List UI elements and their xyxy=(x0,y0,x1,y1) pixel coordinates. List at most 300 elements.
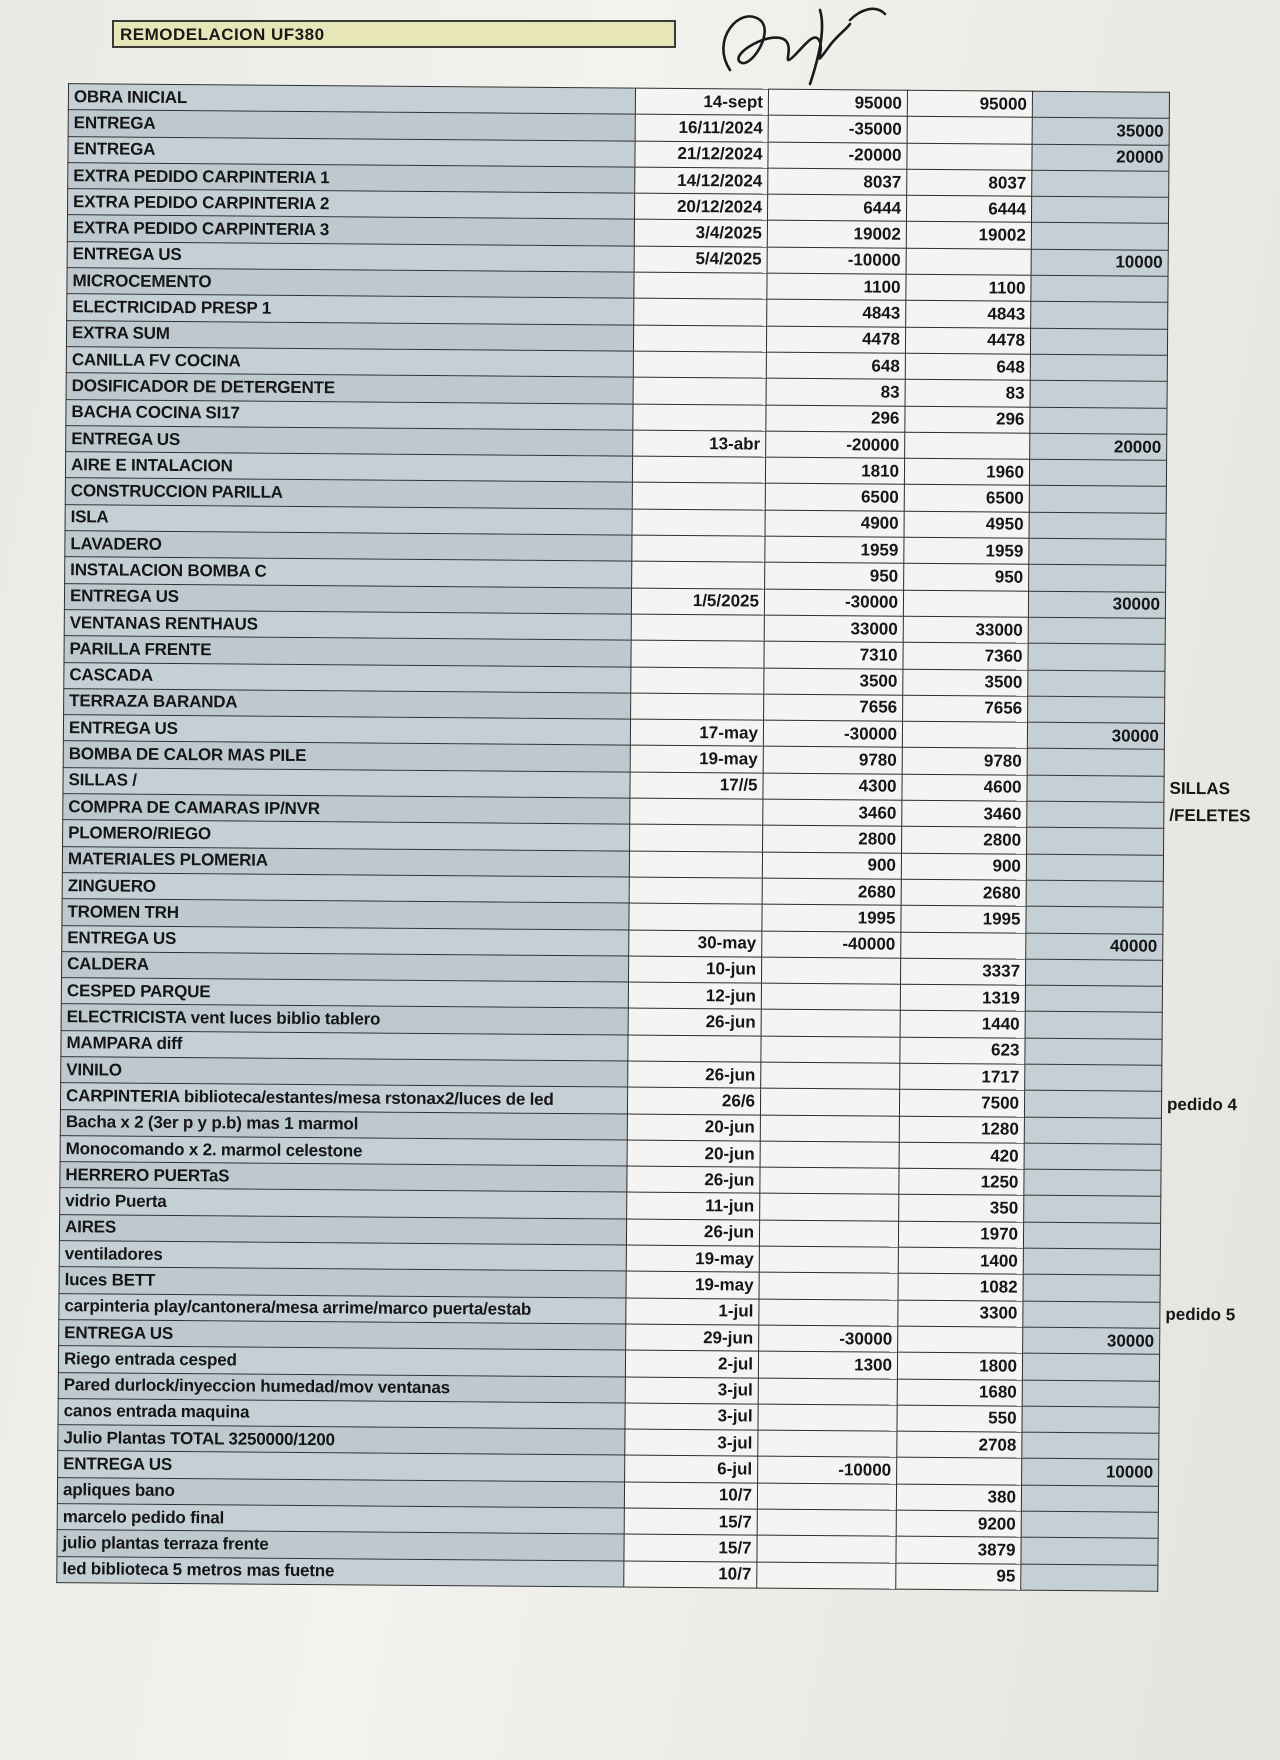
row-payment xyxy=(1030,380,1167,407)
row-cost: 3879 xyxy=(896,1537,1021,1564)
row-date: 16/11/2024 xyxy=(635,114,768,141)
row-date xyxy=(633,325,766,352)
row-date xyxy=(632,483,765,510)
row-date xyxy=(631,640,764,667)
row-cost: 33000 xyxy=(903,616,1028,643)
row-note xyxy=(1163,934,1258,961)
row-concept: vidrio Puerta xyxy=(60,1188,627,1219)
row-note xyxy=(1162,1013,1257,1040)
row-note xyxy=(1160,1276,1255,1303)
row-concept: ENTREGA US xyxy=(64,583,631,614)
row-concept: LAVADERO xyxy=(65,531,632,562)
row-date: 17-may xyxy=(630,719,763,746)
row-amount: 3460 xyxy=(763,799,902,826)
row-cost: 2708 xyxy=(897,1431,1022,1458)
row-payment xyxy=(1031,223,1168,250)
row-concept: AIRES xyxy=(59,1214,626,1245)
row-note xyxy=(1161,1118,1256,1145)
row-amount: 95000 xyxy=(768,89,907,116)
row-date: 20-jun xyxy=(627,1140,760,1167)
row-date xyxy=(634,298,767,325)
row-payment xyxy=(1028,617,1165,644)
row-date: 3/4/2025 xyxy=(634,220,767,247)
row-payment xyxy=(1024,1169,1161,1196)
row-payment xyxy=(1030,407,1167,434)
row-concept: PLOMERO/RIEGO xyxy=(63,820,630,851)
row-concept: marcelo pedido final xyxy=(57,1504,624,1535)
row-note xyxy=(1159,1433,1254,1460)
row-concept: CASCADA xyxy=(64,662,631,693)
row-amount xyxy=(759,1246,898,1273)
row-payment xyxy=(1025,1064,1162,1091)
row-concept: ENTREGA xyxy=(68,110,635,141)
row-concept: EXTRA PEDIDO CARPINTERIA 2 xyxy=(67,189,634,220)
row-payment: 30000 xyxy=(1027,722,1164,749)
row-amount xyxy=(759,1299,898,1326)
row-note xyxy=(1167,408,1262,435)
row-note xyxy=(1166,487,1261,514)
document-title: REMODELACION UF380 xyxy=(112,20,676,48)
row-concept: INSTALACION BOMBA C xyxy=(65,557,632,588)
row-date xyxy=(633,351,766,378)
row-payment xyxy=(1027,775,1164,802)
row-payment xyxy=(1025,1012,1162,1039)
row-concept: BOMBA DE CALOR MAS PILE xyxy=(63,741,630,772)
row-date: 14/12/2024 xyxy=(635,167,768,194)
row-payment xyxy=(1023,1248,1160,1275)
row-cost: 19002 xyxy=(906,222,1031,249)
row-cost: 648 xyxy=(905,353,1030,380)
row-amount: 296 xyxy=(766,405,905,432)
row-note xyxy=(1166,513,1261,540)
row-amount xyxy=(759,1272,898,1299)
row-payment xyxy=(1027,827,1164,854)
row-date: 26/6 xyxy=(627,1087,760,1114)
row-note xyxy=(1162,1065,1257,1092)
row-payment xyxy=(1021,1485,1158,1512)
row-concept: Bacha x 2 (3er p y p.b) mas 1 marmol xyxy=(60,1109,627,1140)
row-date xyxy=(632,456,765,483)
signature-icon xyxy=(700,0,900,90)
row-concept: SILLAS / xyxy=(63,767,630,798)
row-amount: -40000 xyxy=(762,931,901,958)
row-amount: 33000 xyxy=(764,615,903,642)
row-cost: 296 xyxy=(905,406,1030,433)
row-amount xyxy=(760,1115,899,1142)
row-note xyxy=(1166,460,1261,487)
row-amount: 83 xyxy=(766,378,905,405)
row-concept: EXTRA PEDIDO CARPINTERIA 1 xyxy=(68,163,635,194)
row-date: 26-jun xyxy=(626,1219,759,1246)
row-concept: Monocomando x 2. marmol celestone xyxy=(60,1135,627,1166)
row-cost: 3300 xyxy=(898,1300,1023,1327)
row-cost xyxy=(907,117,1032,144)
row-amount: 950 xyxy=(765,562,904,589)
row-amount: 4300 xyxy=(763,773,902,800)
row-amount xyxy=(761,1062,900,1089)
row-note xyxy=(1159,1381,1254,1408)
row-cost: 7360 xyxy=(903,642,1028,669)
row-amount: 2680 xyxy=(762,878,901,905)
row-note xyxy=(1163,855,1258,882)
row-concept: DOSIFICADOR DE DETERGENTE xyxy=(66,373,633,404)
row-note xyxy=(1167,355,1262,382)
row-amount: 900 xyxy=(762,852,901,879)
row-note xyxy=(1160,1328,1255,1355)
row-amount xyxy=(757,1535,896,1562)
row-payment xyxy=(1023,1301,1160,1328)
row-amount: 3500 xyxy=(764,668,903,695)
row-date: 3-jul xyxy=(625,1403,758,1430)
row-cost: 380 xyxy=(896,1484,1021,1511)
row-date: 21/12/2024 xyxy=(635,141,768,168)
row-payment xyxy=(1028,696,1165,723)
row-concept: ENTREGA xyxy=(68,136,635,167)
row-amount xyxy=(757,1562,896,1589)
row-amount: -20000 xyxy=(768,142,907,169)
row-concept: EXTRA PEDIDO CARPINTERIA 3 xyxy=(67,215,634,246)
row-amount: 4843 xyxy=(767,299,906,326)
row-cost: 1280 xyxy=(899,1116,1024,1143)
row-concept: TROMEN TRH xyxy=(62,899,629,930)
row-amount xyxy=(760,1194,899,1221)
row-concept: ENTREGA US xyxy=(63,715,630,746)
row-cost: 1680 xyxy=(897,1379,1022,1406)
row-amount xyxy=(758,1404,897,1431)
row-amount: 1300 xyxy=(758,1351,897,1378)
row-concept: BACHA COCINA SI17 xyxy=(66,399,633,430)
row-amount: 1959 xyxy=(765,536,904,563)
row-date xyxy=(632,509,765,536)
row-date: 1-jul xyxy=(626,1298,759,1325)
row-payment xyxy=(1026,906,1163,933)
row-payment xyxy=(1025,1038,1162,1065)
row-cost: 83 xyxy=(905,379,1030,406)
row-payment xyxy=(1027,749,1164,776)
row-date: 3-jul xyxy=(625,1429,758,1456)
row-date xyxy=(628,1035,761,1062)
row-note xyxy=(1169,171,1264,198)
row-amount: 4900 xyxy=(765,510,904,537)
row-concept: EXTRA SUM xyxy=(66,320,633,351)
row-note xyxy=(1164,723,1259,750)
row-cost xyxy=(901,932,1026,959)
row-note xyxy=(1158,1565,1253,1592)
row-payment: 10000 xyxy=(1022,1459,1159,1486)
row-note xyxy=(1161,1197,1256,1224)
row-note xyxy=(1158,1539,1253,1566)
row-note xyxy=(1168,250,1263,277)
row-payment xyxy=(1024,1143,1161,1170)
expense-sheet xyxy=(56,83,1251,1592)
row-amount xyxy=(761,1009,900,1036)
row-date: 15/7 xyxy=(624,1534,757,1561)
row-note xyxy=(1165,697,1260,724)
row-concept: ELECTRICISTA vent luces biblio tablero xyxy=(61,1004,628,1035)
row-amount: 1100 xyxy=(767,273,906,300)
row-concept: TERRAZA BARANDA xyxy=(64,688,631,719)
row-payment xyxy=(1031,196,1168,223)
row-note xyxy=(1163,881,1258,908)
row-amount xyxy=(761,983,900,1010)
row-concept: ENTREGA US xyxy=(58,1451,625,1482)
row-amount: 6444 xyxy=(767,194,906,221)
row-date xyxy=(633,377,766,404)
row-date: 11-jun xyxy=(627,1193,760,1220)
row-concept: ENTREGA US xyxy=(59,1320,626,1351)
row-note xyxy=(1168,303,1263,330)
row-concept: MICROCEMENTO xyxy=(67,268,634,299)
row-cost: 3337 xyxy=(900,958,1025,985)
row-concept: MATERIALES PLOMERIA xyxy=(62,846,629,877)
row-concept: julio plantas terraza frente xyxy=(57,1530,624,1561)
row-payment xyxy=(1030,354,1167,381)
row-date xyxy=(630,824,763,851)
row-cost: 1970 xyxy=(898,1221,1023,1248)
row-cost xyxy=(907,143,1032,170)
row-note xyxy=(1168,197,1263,224)
row-payment xyxy=(1027,801,1164,828)
row-date xyxy=(629,903,762,930)
row-cost xyxy=(906,248,1031,275)
row-cost: 95000 xyxy=(907,90,1032,117)
row-date: 15/7 xyxy=(624,1508,757,1535)
row-amount xyxy=(761,957,900,984)
row-payment xyxy=(1028,643,1165,670)
row-note xyxy=(1167,382,1262,409)
row-payment: 35000 xyxy=(1032,117,1169,144)
row-cost: 1082 xyxy=(898,1274,1023,1301)
row-cost: 2680 xyxy=(901,879,1026,906)
row-amount: -30000 xyxy=(764,589,903,616)
row-concept: AIRE E INTALACION xyxy=(65,452,632,483)
row-concept: ENTREGA US xyxy=(66,425,633,456)
row-concept: Riego entrada cesped xyxy=(58,1346,625,1377)
row-note xyxy=(1167,434,1262,461)
row-concept: CESPED PARQUE xyxy=(61,978,628,1009)
row-amount xyxy=(760,1167,899,1194)
row-amount: 7310 xyxy=(764,641,903,668)
row-payment xyxy=(1025,985,1162,1012)
row-note xyxy=(1162,960,1257,987)
row-payment xyxy=(1026,880,1163,907)
row-date: 2-jul xyxy=(625,1350,758,1377)
row-date: 30-may xyxy=(629,930,762,957)
row-payment xyxy=(1024,1196,1161,1223)
row-cost xyxy=(902,721,1027,748)
row-payment xyxy=(1028,670,1165,697)
row-cost: 6500 xyxy=(904,485,1029,512)
row-concept: ENTREGA US xyxy=(67,241,634,272)
row-note xyxy=(1166,539,1261,566)
row-payment: 30000 xyxy=(1028,591,1165,618)
row-note xyxy=(1164,829,1259,856)
row-cost: 900 xyxy=(901,853,1026,880)
row-cost: 2800 xyxy=(902,827,1027,854)
row-date xyxy=(631,667,764,694)
row-payment: 20000 xyxy=(1032,144,1169,171)
row-concept: ventiladores xyxy=(59,1241,626,1272)
row-date: 14-sept xyxy=(635,88,768,115)
row-payment xyxy=(1031,302,1168,329)
row-cost: 7500 xyxy=(899,1089,1024,1116)
row-cost: 1960 xyxy=(904,458,1029,485)
row-payment xyxy=(1023,1275,1160,1302)
row-concept: MAMPARA diff xyxy=(61,1030,628,1061)
row-cost: 4600 xyxy=(902,774,1027,801)
row-cost: 1717 xyxy=(900,1063,1025,1090)
row-note xyxy=(1165,618,1260,645)
row-concept: CONSTRUCCION PARILLA xyxy=(65,478,632,509)
row-cost: 350 xyxy=(899,1195,1024,1222)
row-payment xyxy=(1024,1117,1161,1144)
row-amount: 1995 xyxy=(762,904,901,931)
row-note: pedido 4 xyxy=(1166,1094,1238,1115)
row-concept: carpinteria play/cantonera/mesa arrime/marco puerta/estab xyxy=(59,1293,626,1324)
row-cost: 9780 xyxy=(902,748,1027,775)
row-amount: 9780 xyxy=(763,747,902,774)
row-amount: -10000 xyxy=(758,1457,897,1484)
row-amount xyxy=(760,1088,899,1115)
row-amount: 1810 xyxy=(765,457,904,484)
row-payment xyxy=(1022,1353,1159,1380)
row-date: 12-jun xyxy=(628,982,761,1009)
row-cost: 623 xyxy=(900,1037,1025,1064)
row-amount: 8037 xyxy=(768,168,907,195)
row-cost: 4950 xyxy=(904,511,1029,538)
row-amount: -20000 xyxy=(766,431,905,458)
row-note xyxy=(1161,1170,1256,1197)
row-payment xyxy=(1029,565,1166,592)
row-note xyxy=(1166,566,1261,593)
row-date xyxy=(634,272,767,299)
row-cost: 1319 xyxy=(900,984,1025,1011)
row-note: pedido 5 xyxy=(1165,1305,1236,1325)
row-date: 29-jun xyxy=(626,1324,759,1351)
row-date xyxy=(629,877,762,904)
row-payment xyxy=(1025,959,1162,986)
row-note xyxy=(1161,1144,1256,1171)
row-cost: 1440 xyxy=(900,1011,1025,1038)
row-note xyxy=(1158,1512,1253,1539)
row-concept: led biblioteca 5 metros mas fuetne xyxy=(57,1556,624,1587)
row-payment xyxy=(1022,1406,1159,1433)
row-amount xyxy=(757,1509,896,1536)
row-note xyxy=(1165,644,1260,671)
row-cost xyxy=(898,1326,1023,1353)
row-amount xyxy=(759,1220,898,1247)
row-payment xyxy=(1022,1380,1159,1407)
row-cost: 6444 xyxy=(906,195,1031,222)
row-date: 17//5 xyxy=(630,772,763,799)
row-payment xyxy=(1029,538,1166,565)
row-cost xyxy=(905,432,1030,459)
row-date: 10/7 xyxy=(624,1561,757,1588)
row-amount: -35000 xyxy=(768,115,907,142)
row-amount: 7656 xyxy=(764,694,903,721)
row-date: 26-jun xyxy=(628,1061,761,1088)
row-cost: 1400 xyxy=(898,1247,1023,1274)
row-concept: CALDERA xyxy=(62,951,629,982)
row-concept: ZINGUERO xyxy=(62,873,629,904)
row-note xyxy=(1164,750,1259,777)
row-amount: -30000 xyxy=(759,1325,898,1352)
row-note xyxy=(1162,986,1257,1013)
row-concept: CARPINTERIA biblioteca/estantes/mesa rstonax2/luces de led xyxy=(60,1083,627,1114)
row-payment xyxy=(1032,91,1169,118)
row-date: 13-abr xyxy=(633,430,766,457)
row-amount: 4478 xyxy=(766,326,905,353)
row-cost: 9200 xyxy=(896,1510,1021,1537)
row-payment xyxy=(1026,854,1163,881)
row-concept: canos entrada maquina xyxy=(58,1398,625,1429)
row-concept: apliques bano xyxy=(57,1477,624,1508)
row-note xyxy=(1158,1486,1253,1513)
row-payment xyxy=(1031,275,1168,302)
row-payment xyxy=(1030,328,1167,355)
row-cost: 95 xyxy=(896,1563,1021,1590)
row-note xyxy=(1165,671,1260,698)
row-note xyxy=(1169,92,1264,119)
row-amount: 6500 xyxy=(765,484,904,511)
row-note xyxy=(1163,907,1258,934)
row-note: /FELETES xyxy=(1169,805,1251,826)
row-amount xyxy=(761,1036,900,1063)
row-payment xyxy=(1029,486,1166,513)
row-date: 19-may xyxy=(626,1271,759,1298)
row-cost: 420 xyxy=(899,1142,1024,1169)
row-cost: 4843 xyxy=(906,301,1031,328)
row-amount: 648 xyxy=(766,352,905,379)
row-amount xyxy=(758,1378,897,1405)
row-date xyxy=(633,404,766,431)
row-date xyxy=(631,693,764,720)
row-amount: 2800 xyxy=(763,825,902,852)
row-payment: 20000 xyxy=(1030,433,1167,460)
row-note xyxy=(1160,1249,1255,1276)
row-cost: 950 xyxy=(904,564,1029,591)
row-date: 20/12/2024 xyxy=(634,193,767,220)
row-cost: 3500 xyxy=(903,669,1028,696)
row-note xyxy=(1159,1407,1254,1434)
row-cost: 8037 xyxy=(907,169,1032,196)
row-amount xyxy=(760,1141,899,1168)
row-note xyxy=(1159,1354,1254,1381)
row-concept: luces BETT xyxy=(59,1267,626,1298)
row-date: 10/7 xyxy=(624,1482,757,1509)
row-date: 26-jun xyxy=(628,1008,761,1035)
row-amount xyxy=(758,1430,897,1457)
row-concept: OBRA INICIAL xyxy=(68,84,635,115)
row-concept: HERRERO PUERTaS xyxy=(60,1162,627,1193)
row-date: 3-jul xyxy=(625,1377,758,1404)
row-date: 10-jun xyxy=(628,956,761,983)
row-note xyxy=(1168,276,1263,303)
expense-table xyxy=(56,83,1265,1592)
row-cost: 1995 xyxy=(901,905,1026,932)
row-amount xyxy=(757,1483,896,1510)
row-concept: VENTANAS RENTHAUS xyxy=(64,610,631,641)
row-amount: -30000 xyxy=(763,720,902,747)
row-date: 26-jun xyxy=(627,1166,760,1193)
row-date: 20-jun xyxy=(627,1114,760,1141)
row-cost xyxy=(897,1458,1022,1485)
row-cost xyxy=(903,590,1028,617)
row-cost: 1800 xyxy=(897,1352,1022,1379)
row-payment xyxy=(1021,1537,1158,1564)
row-cost: 1100 xyxy=(906,274,1031,301)
row-concept: Julio Plantas TOTAL 3250000/1200 xyxy=(58,1425,625,1456)
